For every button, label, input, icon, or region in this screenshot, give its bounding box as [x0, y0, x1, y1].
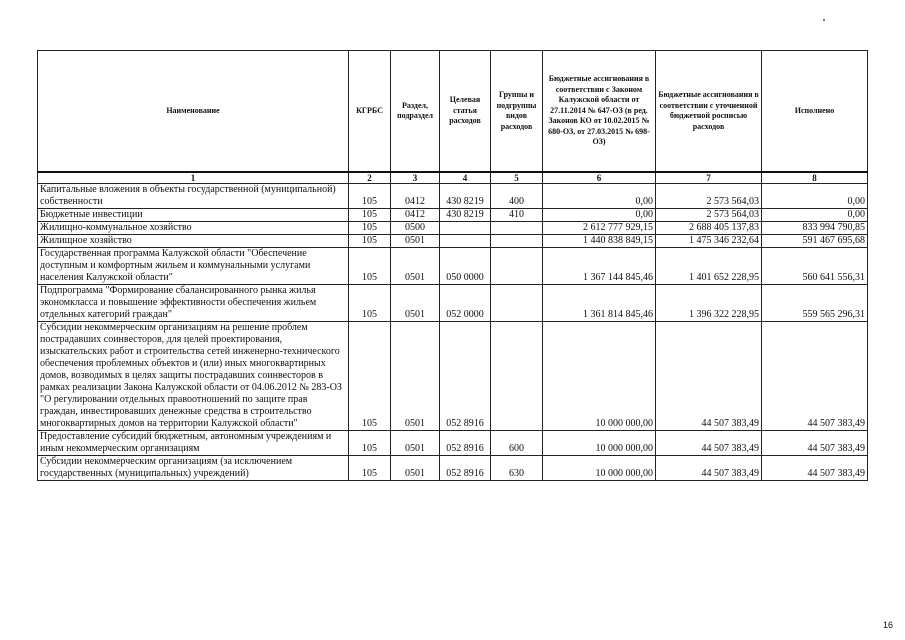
cell-executed: 0,00: [762, 209, 868, 222]
column-number-row: [38, 172, 868, 184]
cell-section: 0501: [391, 285, 440, 322]
cell-target-item: 050 0000: [440, 248, 491, 285]
cell-section: 0501: [391, 235, 440, 248]
cell-assignments-refined: 44 507 383,49: [656, 431, 762, 456]
cell-target-item: [440, 235, 491, 248]
cell-executed: 833 994 790,85: [762, 222, 868, 235]
table-row: [38, 209, 868, 222]
cell-assignments-law: 0,00: [543, 209, 656, 222]
cell-assignments-law: 10 000 000,00: [543, 431, 656, 456]
cell-executed: 0,00: [762, 184, 868, 209]
header-kgrbs: КГРБС: [349, 51, 391, 173]
header-expense-groups: Группы и подгруппы видов расходов: [491, 51, 543, 173]
cell-kgrbs: 105: [349, 456, 391, 481]
page-number: 16: [882, 620, 893, 630]
cell-expense-group: [491, 322, 543, 431]
cell-target-item: 052 8916: [440, 431, 491, 456]
cell-assignments-refined: 2 688 405 137,83: [656, 222, 762, 235]
cell-assignments-refined: 1 475 346 232,64: [656, 235, 762, 248]
table-body: [38, 184, 868, 481]
cell-assignments-refined: 1 401 652 228,95: [656, 248, 762, 285]
cell-name: Подпрограмма "Формирование сбалансированного рынка жилья экономкласса и повышение эффективности обеспечения жильем отдельных категорий граждан": [38, 285, 349, 322]
cell-assignments-law: 1 367 144 845,46: [543, 248, 656, 285]
cell-executed: 44 507 383,49: [762, 431, 868, 456]
scan-speck: [823, 19, 825, 21]
cell-section: 0501: [391, 248, 440, 285]
column-number: 3: [391, 172, 440, 184]
column-number: 1: [38, 172, 349, 184]
cell-assignments-law: 0,00: [543, 184, 656, 209]
cell-section: 0412: [391, 209, 440, 222]
cell-executed: 44 507 383,49: [762, 456, 868, 481]
table-row: [38, 222, 868, 235]
cell-name: Жилищное хозяйство: [38, 235, 349, 248]
table-header-row: [38, 51, 868, 173]
cell-assignments-law: 10 000 000,00: [543, 322, 656, 431]
cell-target-item: 052 0000: [440, 285, 491, 322]
table-row: [38, 184, 868, 209]
cell-expense-group: 410: [491, 209, 543, 222]
header-name: Наименование: [38, 51, 349, 173]
cell-name: Жилищно-коммунальное хозяйство: [38, 222, 349, 235]
cell-name: Субсидии некоммерческим организациям на решение проблем пострадавших соинвесторов, для целей проектирования, изыскательских работ и строительства сетей инженерно-технического обеспечения проблемных объектов и (или) иных многоквартирных домов, возводимых в целях защиты пострадавших соинвесторов в рамках реализации Закона Калужской области от 04.06.2012 № 283-ОЗ "О регулировании отдельных правоотношений по защите прав граждан, инвестировавших денежные средства в строительство многоквартирных домов на территории Калужской области": [38, 322, 349, 431]
cell-expense-group: 630: [491, 456, 543, 481]
header-section: Раздел, подраздел: [391, 51, 440, 173]
cell-target-item: 430 8219: [440, 184, 491, 209]
cell-expense-group: [491, 222, 543, 235]
cell-kgrbs: 105: [349, 248, 391, 285]
cell-section: 0412: [391, 184, 440, 209]
column-number: 4: [440, 172, 491, 184]
header-target-item: Целевая статья расходов: [440, 51, 491, 173]
cell-expense-group: [491, 285, 543, 322]
cell-name: Бюджетные инвестиции: [38, 209, 349, 222]
column-number: 8: [762, 172, 868, 184]
budget-table: [37, 50, 868, 481]
cell-expense-group: 600: [491, 431, 543, 456]
cell-target-item: 430 8219: [440, 209, 491, 222]
column-number: 5: [491, 172, 543, 184]
cell-assignments-law: 1 361 814 845,46: [543, 285, 656, 322]
cell-target-item: 052 8916: [440, 322, 491, 431]
cell-kgrbs: 105: [349, 431, 391, 456]
table-row: [38, 285, 868, 322]
cell-assignments-law: 1 440 838 849,15: [543, 235, 656, 248]
cell-name: Предоставление субсидий бюджетным, автономным учреждениям и иным некоммерческим организациям: [38, 431, 349, 456]
table-row: [38, 235, 868, 248]
cell-executed: 559 565 296,31: [762, 285, 868, 322]
table-row: [38, 248, 868, 285]
cell-section: 0501: [391, 431, 440, 456]
header-assignments-refined: Бюджетные ассигнования в соответствии с уточненной бюджетной росписью расходов: [656, 51, 762, 173]
column-number: 2: [349, 172, 391, 184]
cell-section: 0500: [391, 222, 440, 235]
cell-expense-group: [491, 235, 543, 248]
cell-executed: 560 641 556,31: [762, 248, 868, 285]
table-row: [38, 431, 868, 456]
cell-assignments-law: 10 000 000,00: [543, 456, 656, 481]
cell-assignments-refined: 2 573 564,03: [656, 209, 762, 222]
cell-executed: 591 467 695,68: [762, 235, 868, 248]
cell-section: 0501: [391, 456, 440, 481]
cell-assignments-refined: 2 573 564,03: [656, 184, 762, 209]
cell-section: 0501: [391, 322, 440, 431]
cell-assignments-refined: 44 507 383,49: [656, 456, 762, 481]
cell-expense-group: 400: [491, 184, 543, 209]
header-assignments-law: Бюджетные ассигнования в соответствии с Законом Калужской области от 27.11.2014 № 647-ОЗ (в ред. Законов КО от 10.02.2015 № 680-ОЗ, от 27.03.2015 № 698-ОЗ): [543, 51, 656, 173]
cell-name: Субсидии некоммерческим организациям (за исключением государственных (муниципальных) учреждений): [38, 456, 349, 481]
cell-kgrbs: 105: [349, 209, 391, 222]
cell-target-item: [440, 222, 491, 235]
header-executed: Исполнено: [762, 51, 868, 173]
cell-kgrbs: 105: [349, 235, 391, 248]
cell-expense-group: [491, 248, 543, 285]
cell-name: Капитальные вложения в объекты государственной (муниципальной) собственности: [38, 184, 349, 209]
table-row: [38, 456, 868, 481]
cell-name: Государственная программа Калужской области "Обеспечение доступным и комфортным жильем и коммунальными услугами населения Калужской области": [38, 248, 349, 285]
cell-executed: 44 507 383,49: [762, 322, 868, 431]
table-row: [38, 322, 868, 431]
column-number: 7: [656, 172, 762, 184]
cell-target-item: 052 8916: [440, 456, 491, 481]
cell-kgrbs: 105: [349, 184, 391, 209]
cell-kgrbs: 105: [349, 222, 391, 235]
cell-assignments-refined: 44 507 383,49: [656, 322, 762, 431]
cell-assignments-refined: 1 396 322 228,95: [656, 285, 762, 322]
column-number: 6: [543, 172, 656, 184]
cell-assignments-law: 2 612 777 929,15: [543, 222, 656, 235]
cell-kgrbs: 105: [349, 285, 391, 322]
cell-kgrbs: 105: [349, 322, 391, 431]
